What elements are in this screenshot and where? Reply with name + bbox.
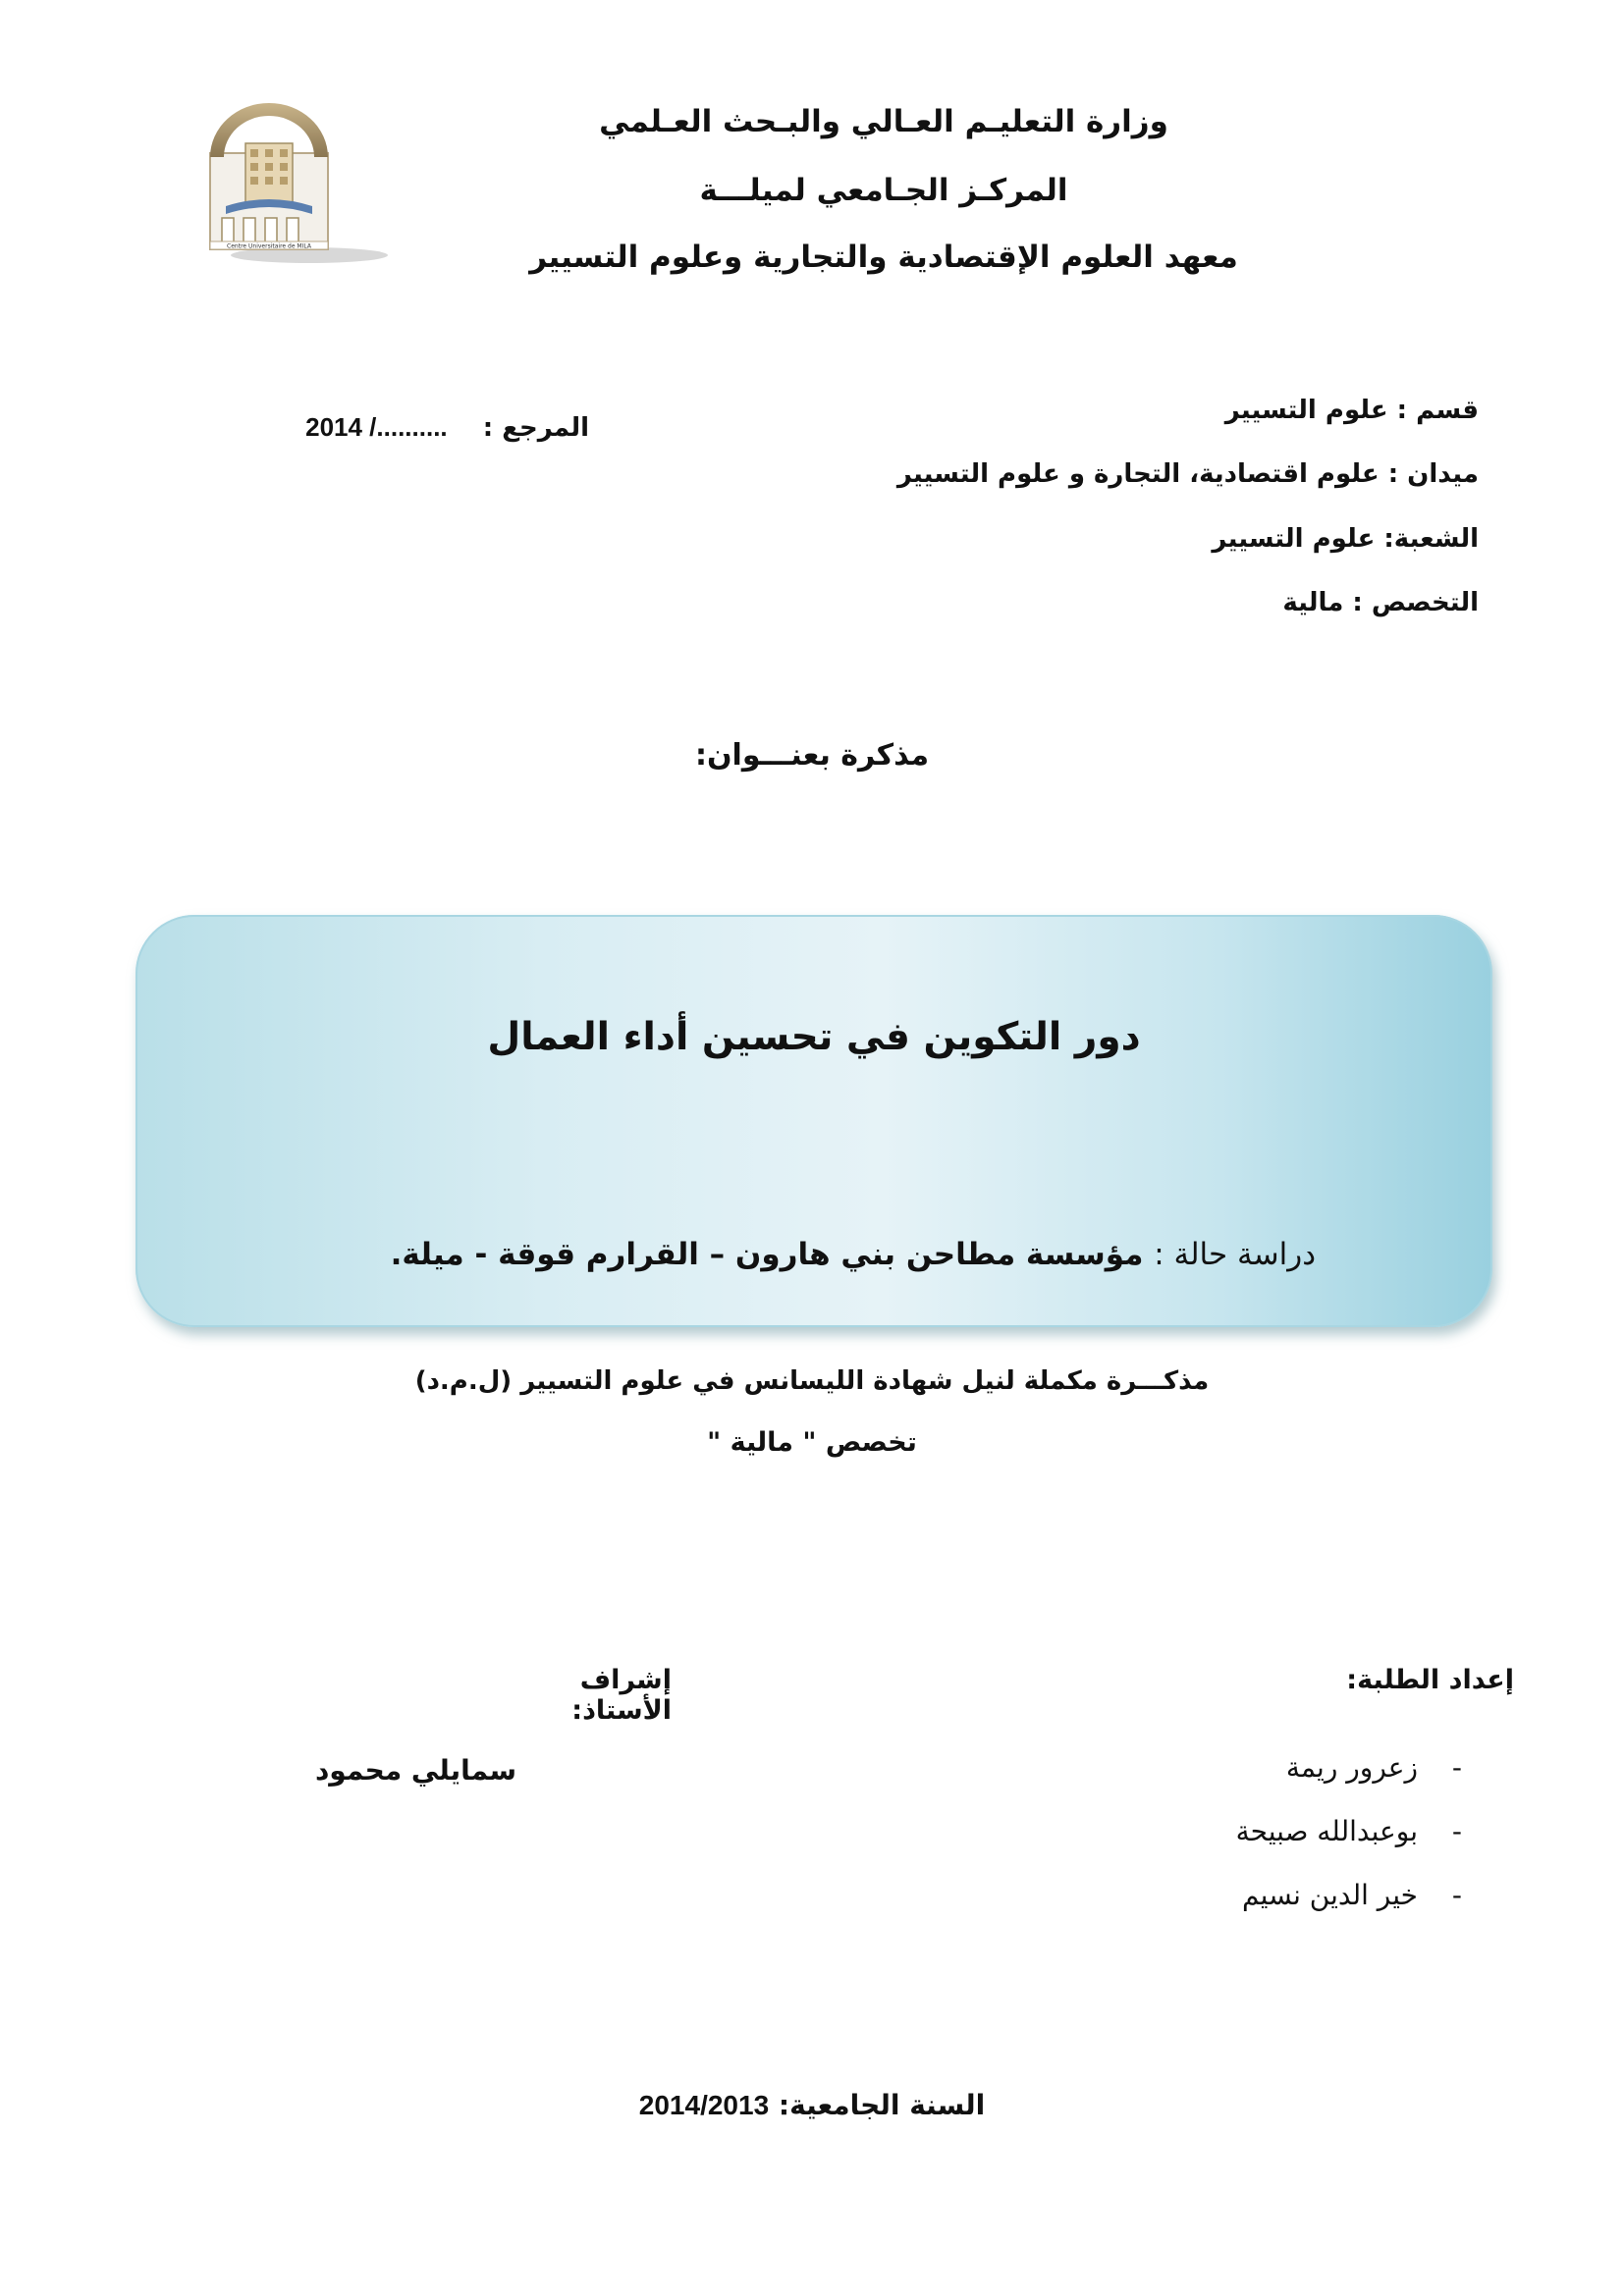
logo-caption: Centre Universitaire de MILA — [227, 242, 311, 250]
university-logo — [196, 98, 393, 265]
students-heading: إعداد الطلبة: — [1346, 1665, 1514, 1695]
student-name: خير الدين نسيم — [1242, 1879, 1418, 1911]
reference-line — [265, 412, 589, 443]
student-item — [1242, 1879, 1462, 1911]
field-line: ميدان : علوم اقتصادية، التجارة و علوم التسيير — [896, 459, 1479, 489]
reference-value: ........../ 2014 — [305, 412, 448, 442]
branch-line: الشعبة: علوم التسيير — [1212, 524, 1479, 554]
student-item — [1236, 1815, 1462, 1847]
institute-name: معهد العلوم الإقتصادية والتجارية وعلوم التسيير — [529, 240, 1238, 275]
ministry-name: وزارة التعليـم العـالي والبـحث العـلمي — [599, 104, 1168, 139]
thesis-title: دور التكوين في تحسين أداء العمال — [487, 1015, 1141, 1059]
academic-year — [589, 2089, 1035, 2121]
supervisor-name: سمايلي محمود — [314, 1754, 516, 1787]
student-name: بوعبدالله صبيحة — [1235, 1815, 1418, 1847]
list-bullet: - — [1451, 1815, 1462, 1847]
supervisor-heading: إشراف الأستاذ: — [571, 1665, 672, 1726]
academic-year-label: السنة الجامعية: — [778, 2089, 986, 2121]
student-name: زعرور ريمة — [1285, 1751, 1418, 1784]
memo-heading: مذكرة بعنـــوان: — [694, 738, 930, 773]
reference-label: المرجع : — [482, 413, 589, 443]
academic-year-value: 2014/2013 — [638, 2090, 770, 2120]
case-study-value: مؤسسة مطاحن بني هارون – القرارم قوقة - ميلة. — [390, 1237, 1144, 1272]
building-emblem-icon — [196, 98, 393, 265]
title-box — [135, 915, 1492, 1327]
specialty-line: التخصص : مالية — [1282, 588, 1479, 617]
degree-line: مذكـــرة مكملة لنيل شهادة الليسانس في علوم التسيير (ل.م.د) — [414, 1366, 1210, 1396]
student-item — [1286, 1751, 1462, 1784]
case-study-line — [391, 1237, 1316, 1272]
specialty-subtitle: تخصص " مالية " — [707, 1427, 917, 1458]
case-study-label: دراسة حالة : — [1154, 1237, 1316, 1272]
list-bullet: - — [1451, 1879, 1462, 1911]
university-center-name: المركـز الجـامعي لميلـــة — [699, 173, 1068, 208]
department-line: قسم : علوم التسيير — [1224, 396, 1479, 425]
list-bullet: - — [1451, 1751, 1462, 1784]
